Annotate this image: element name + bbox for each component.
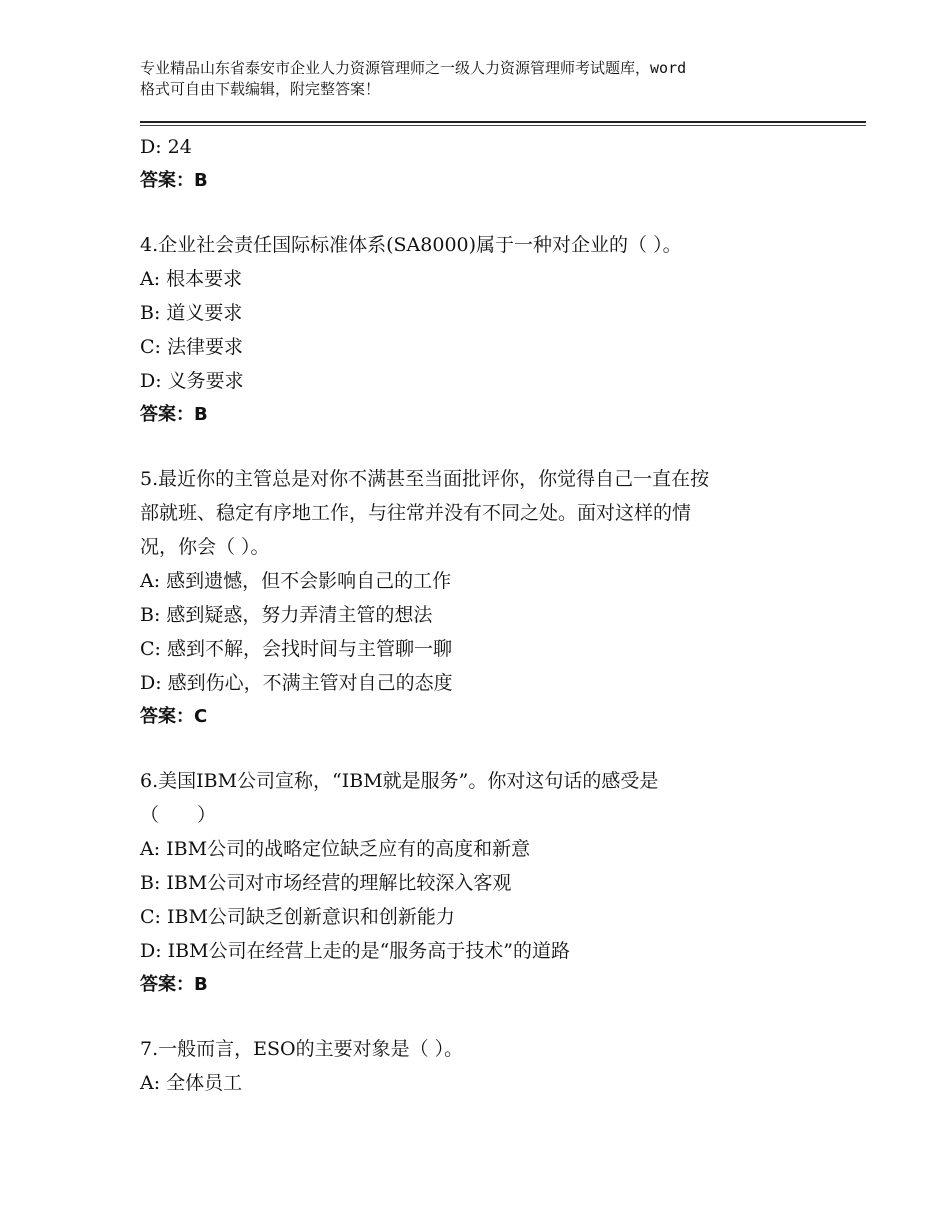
header-rule-thick xyxy=(140,121,866,123)
header-rule-thin xyxy=(140,125,866,126)
option-c: C: 法律要求 xyxy=(140,336,243,358)
question-stem-line-2: 部就班、稳定有序地工作，与往常并没有不同之处。面对这样的情 xyxy=(140,502,692,524)
answer: 答案：B xyxy=(140,404,208,425)
document-header xyxy=(140,58,840,100)
answer: 答案：C xyxy=(140,706,208,727)
option-a: A: 根本要求 xyxy=(140,268,243,290)
option-b: B: IBM公司对市场经营的理解比较深入客观 xyxy=(140,872,512,894)
question-stem: 4.企业社会责任国际标准体系(SA8000)属于一种对企业的（ ）。 xyxy=(140,234,682,256)
option-c: C: IBM公司缺乏创新意识和创新能力 xyxy=(140,906,455,928)
option-d: D: 24 xyxy=(140,136,192,158)
option-d: D: 感到伤心，不满主管对自己的态度 xyxy=(140,672,453,694)
question-stem: 7.一般而言，ESO的主要对象是（ ）。 xyxy=(140,1038,464,1060)
option-d: D: 义务要求 xyxy=(140,370,244,392)
question-stem-line-2: （ ） xyxy=(140,804,217,826)
question-3-tail xyxy=(140,130,840,198)
question-5 xyxy=(140,462,840,734)
header-line-2: 格式可自由下载编辑，附完整答案！ xyxy=(140,80,381,98)
question-6 xyxy=(140,764,840,1002)
question-4 xyxy=(140,228,840,432)
question-7 xyxy=(140,1032,840,1100)
option-d: D: IBM公司在经营上走的是“服务高于技术”的道路 xyxy=(140,940,571,962)
option-c: C: 感到不解，会找时间与主管聊一聊 xyxy=(140,638,452,660)
option-b: B: 感到疑惑，努力弄清主管的想法 xyxy=(140,604,433,626)
answer: 答案：B xyxy=(140,170,208,191)
header-line-1: 专业精品山东省泰安市企业人力资源管理师之一级人力资源管理师考试题库，word xyxy=(140,59,687,77)
option-a: A: 全体员工 xyxy=(140,1072,243,1094)
option-b: B: 道义要求 xyxy=(140,302,243,324)
question-stem-line-1: 6.美国IBM公司宣称，“IBM就是服务”。你对这句话的感受是 xyxy=(140,770,659,792)
option-a: A: IBM公司的战略定位缺乏应有的高度和新意 xyxy=(140,838,531,860)
option-a: A: 感到遗憾，但不会影响自己的工作 xyxy=(140,570,452,592)
document-body xyxy=(140,130,840,1100)
answer: 答案：B xyxy=(140,974,208,995)
question-stem-line-1: 5.最近你的主管总是对你不满甚至当面批评你，你觉得自己一直在按 xyxy=(140,468,710,490)
question-stem-line-3: 况，你会（ ）。 xyxy=(140,536,270,558)
